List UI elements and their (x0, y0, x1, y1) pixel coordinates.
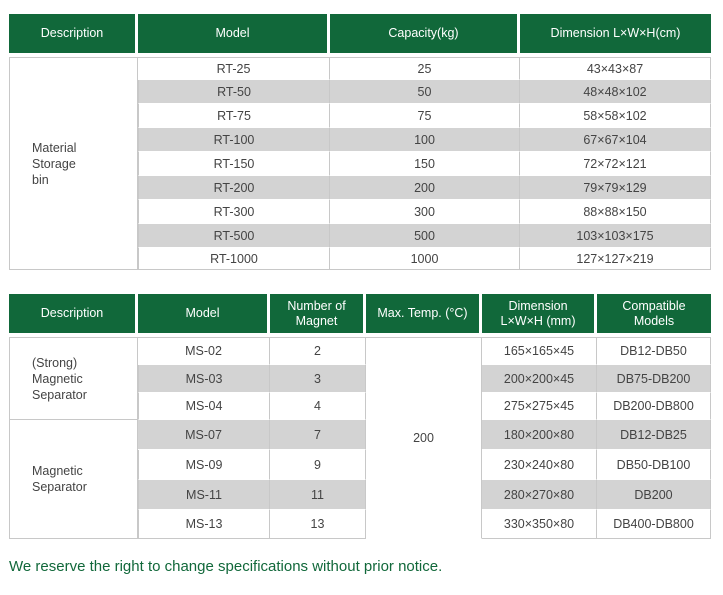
capacity-cell: 50 (330, 80, 520, 104)
compatible-cell: DB200 (597, 480, 711, 510)
capacity-cell: 150 (330, 152, 520, 176)
compatible-cell: DB75-DB200 (597, 365, 711, 393)
dimension-cell: 48×48×102 (520, 80, 711, 104)
model-cell: MS-03 (138, 365, 270, 393)
header-dimension (482, 294, 597, 333)
dimension-cell: 103×103×175 (520, 224, 711, 248)
model-cell: RT-300 (138, 200, 330, 224)
header-capacity: Capacity(kg) (330, 14, 520, 53)
header-line: Models (633, 313, 675, 328)
compatible-cell: DB12-DB25 (597, 420, 711, 450)
dimension-cell: 43×43×87 (520, 57, 711, 80)
header-number-of-magnet (270, 294, 366, 333)
header-max-temp: Max. Temp. (°C) (366, 294, 482, 333)
header-description: Description (9, 294, 138, 333)
header-dimension: Dimension L×W×H(cm) (520, 14, 711, 53)
dimension-cell: 58×58×102 (520, 104, 711, 128)
model-cell: RT-100 (138, 128, 330, 152)
capacity-cell: 25 (330, 57, 520, 80)
description-cell (9, 420, 138, 539)
description-line: bin (32, 172, 49, 187)
description-line: Separator (32, 480, 87, 494)
magnet-count-cell: 4 (270, 393, 366, 420)
compatible-cell: DB200-DB800 (597, 393, 711, 420)
dimension-cell: 127×127×219 (520, 248, 711, 270)
header-line: L×W×H (mm) (500, 313, 576, 328)
dimension-cell: 79×79×129 (520, 176, 711, 200)
model-cell: RT-25 (138, 57, 330, 80)
header-model: Model (138, 294, 270, 333)
header-line: Number of (287, 298, 346, 313)
capacity-cell: 500 (330, 224, 520, 248)
storage-bin-table (9, 14, 711, 270)
compatible-cell: DB400-DB800 (597, 510, 711, 539)
header-line: Compatible (622, 298, 686, 313)
dimension-cell: 230×240×80 (482, 450, 597, 480)
dimension-cell: 165×165×45 (482, 337, 597, 365)
capacity-cell: 200 (330, 176, 520, 200)
capacity-cell: 300 (330, 200, 520, 224)
description-line: Material (32, 140, 77, 155)
description-cell (9, 337, 138, 420)
magnet-count-cell: 13 (270, 510, 366, 539)
model-cell: RT-200 (138, 176, 330, 200)
model-cell: MS-07 (138, 420, 270, 450)
model-cell: MS-09 (138, 450, 270, 480)
magnet-count-cell: 2 (270, 337, 366, 365)
header-line: Dimension (508, 298, 568, 313)
dimension-cell: 330×350×80 (482, 510, 597, 539)
magnet-count-cell: 9 (270, 450, 366, 480)
magnet-count-cell: 11 (270, 480, 366, 510)
compatible-cell: DB12-DB50 (597, 337, 711, 365)
capacity-cell: 75 (330, 104, 520, 128)
model-cell: RT-1000 (138, 248, 330, 270)
dimension-cell: 280×270×80 (482, 480, 597, 510)
table-row (9, 337, 711, 365)
magnetic-separator-table (9, 294, 711, 539)
model-cell: MS-02 (138, 337, 270, 365)
model-cell: MS-04 (138, 393, 270, 420)
dimension-cell: 200×200×45 (482, 365, 597, 393)
model-cell: RT-50 (138, 80, 330, 104)
compatible-cell: DB50-DB100 (597, 450, 711, 480)
dimension-cell: 67×67×104 (520, 128, 711, 152)
description-line: (Strong) (32, 355, 78, 370)
description-line: Storage (32, 156, 76, 171)
capacity-cell: 100 (330, 128, 520, 152)
magnet-count-cell: 7 (270, 420, 366, 450)
table-row (9, 420, 711, 450)
model-cell: MS-11 (138, 480, 270, 510)
description-line: Magnetic (32, 371, 83, 386)
disclaimer-note: We reserve the right to change specifications without prior notice. (9, 558, 443, 575)
dimension-cell: 72×72×121 (520, 152, 711, 176)
max-temp-cell: 200 (366, 337, 482, 539)
model-cell: MS-13 (138, 510, 270, 539)
description-line: Separator (32, 387, 87, 402)
magnet-count-cell: 3 (270, 365, 366, 393)
model-cell: RT-75 (138, 104, 330, 128)
description-cell (9, 57, 138, 270)
table-row (9, 57, 711, 80)
header-description: Description (9, 14, 138, 53)
capacity-cell: 1000 (330, 248, 520, 270)
header-line: Magnet (295, 313, 338, 328)
dimension-cell: 275×275×45 (482, 393, 597, 420)
dimension-cell: 180×200×80 (482, 420, 597, 450)
description-line: Magnetic (32, 464, 83, 478)
dimension-cell: 88×88×150 (520, 200, 711, 224)
header-model: Model (138, 14, 330, 53)
model-cell: RT-500 (138, 224, 330, 248)
header-compatible-models (597, 294, 711, 333)
model-cell: RT-150 (138, 152, 330, 176)
